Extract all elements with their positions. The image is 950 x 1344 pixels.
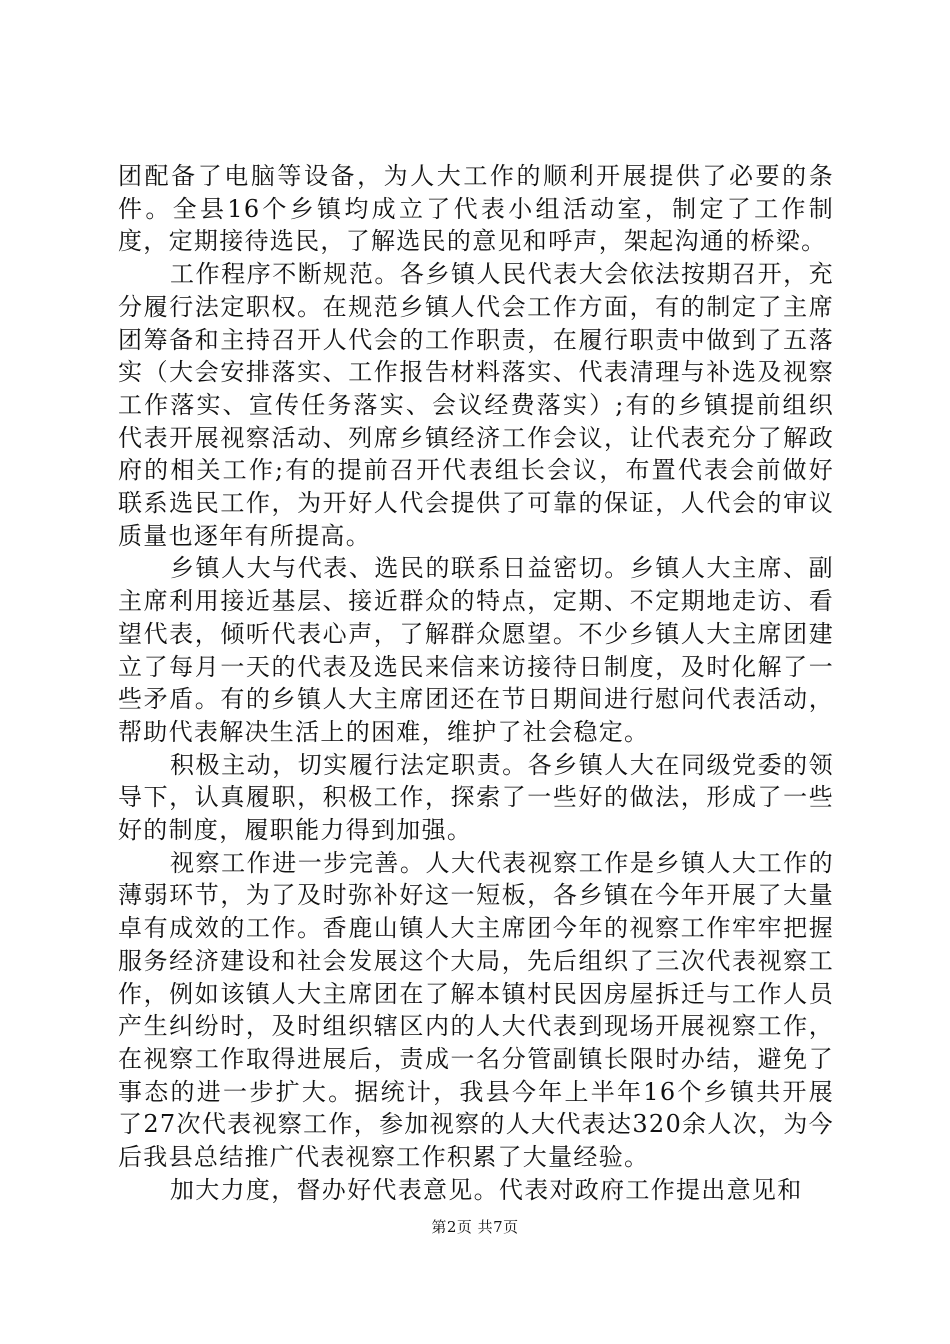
paragraph-statutory-duties: 积极主动，切实履行法定职责。各乡镇人大在同级党委的领导下，认真履职，积极工作，探索了一些好的做法，形成了一些好的制度，履职能力得到加强。 [118,750,834,845]
page-number-label: 第2页 共7页 [431,1218,519,1236]
body-text [118,160,834,1207]
paragraph-inspection-work: 视察工作进一步完善。人大代表视察工作是乡镇人大工作的薄弱环节，为了及时弥补好这一短板，各乡镇在今年开展了大量卓有成效的工作。香鹿山镇人大主席团今年的视察工作牢牢把握服务经济建设和社会发展这个大局，先后组织了三次代表视察工作，例如该镇人大主席团在了解本镇村民因房屋拆迁与工作人员产生纠纷时，及时组织辖区内的人大代表到现场开展视察工作，在视察工作取得进展后，责成一名分管副镇长限时办结，避免了事态的进一步扩大。据统计，我县今年上半年16个乡镇共开展了27次代表视察工作，参加视察的人大代表达320余人次，为今后我县总结推广代表视察工作积累了大量经验。 [118,848,834,1172]
page-footer [0,1216,950,1237]
paragraph-work-procedure: 工作程序不断规范。各乡镇人民代表大会依法按期召开，充分履行法定职权。在规范乡镇人代会工作方面，有的制定了主席团筹备和主持召开人代会的工作职责，在履行职责中做到了五落实（大会安排落实、工作报告材料落实、代表清理与补选及视察工作落实、宣传任务落实、会议经费落实）;有的乡镇提前组织代表开展视察活动、列席乡镇经济工作会议，让代表充分了解政府的相关工作;有的提前召开代表组长会议，布置代表会前做好联系选民工作，为开好人代会提供了可靠的保证，人代会的审议质量也逐年有所提高。 [118,260,834,550]
paragraph-contact-with-voters: 乡镇人大与代表、选民的联系日益密切。乡镇人大主席、副主席利用接近基层、接近群众的特点，定期、不定期地走访、看望代表，倾听代表心声，了解群众愿望。不少乡镇人大主席团建立了每月一天的代表及选民来信来访接待日制度，及时化解了一些矛盾。有的乡镇人大主席团还在节日期间进行慰问代表活动，帮助代表解决生活上的困难，维护了社会稳定。 [118,554,834,746]
paragraph-continued: 团配备了电脑等设备，为人大工作的顺利开展提供了必要的条件。全县16个乡镇均成立了代表小组活动室，制定了工作制度，定期接待选民，了解选民的意见和呼声，架起沟通的桥梁。 [118,162,834,256]
paragraph-supervise-opinions: 加大力度，督办好代表意见。代表对政府工作提出意见和 [170,1175,803,1204]
